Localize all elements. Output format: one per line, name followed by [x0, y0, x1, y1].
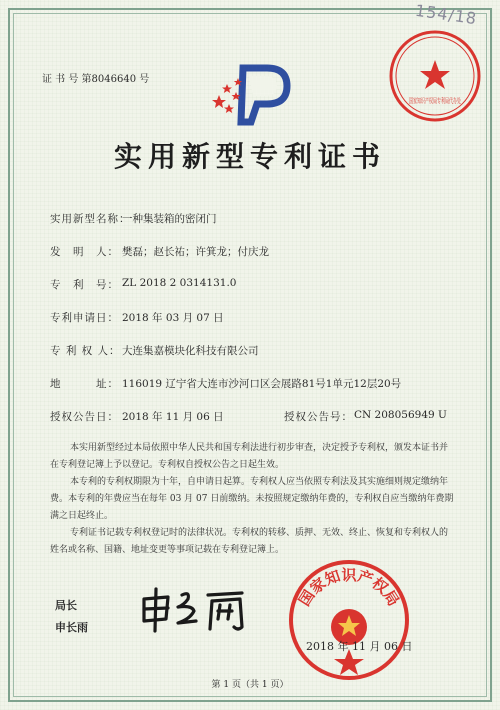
agency-seal-text: 国家知识产权局专利局代办处 [409, 97, 500, 105]
address-value: 116019 辽宁省大连市沙河口区会展路81号1单元12层20号 [122, 378, 402, 390]
utility-name-value: 一种集装箱的密闭门 [122, 213, 217, 225]
paragraph-status: 专利证书记载专利权登记时的法律状况。专利权的转移、质押、无效、终止、恢复和专利权人的姓名或名称、国籍、地址变更等事项记载在专利登记簿上。 [50, 528, 449, 555]
certificate-number: 证 书 号 第8046640 号 [42, 74, 150, 85]
director-signature [138, 585, 258, 635]
filing-date-value: 2018 年 03 月 07 日 [122, 312, 224, 324]
patent-number-label: 专 利 号： [50, 279, 119, 291]
paragraph-grant: 本实用新型经过本局依照中华人民共和国专利法进行初步审查，决定授予专利权，颁发本证书并在专利登记簿上予以登记。专利权自授权公告之日起生效。 [50, 443, 449, 470]
agency-seal [387, 28, 500, 124]
svg-text:国家知识产权局 [295, 566, 403, 609]
state-seal [284, 555, 414, 685]
filing-date-label: 专利申请日： [50, 312, 119, 324]
page-footer: 第 1 页（共 1 页） [211, 680, 289, 690]
handwritten-note: 154/18 [413, 0, 479, 29]
grant-number-label: 授权公告号： [284, 411, 353, 423]
patent-number-value: ZL 2018 2 0314131.0 [122, 277, 237, 289]
inventor-value: 樊磊；赵长祐；许箕龙；付庆龙 [122, 246, 269, 258]
utility-name-label: 实用新型名称： [50, 213, 131, 225]
page-title: 实用新型专利证书 [113, 140, 386, 173]
director-name: 申长雨 [55, 621, 88, 634]
body-text [50, 440, 455, 559]
address-label: 地 址： [50, 378, 119, 390]
patent-office-emblem [205, 62, 295, 132]
grant-date-value: 2018 年 11 月 06 日 [122, 411, 224, 423]
state-seal-text: 国家知识产权局 [295, 566, 403, 610]
patentee-value: 大连集嘉模块化科技有限公司 [122, 345, 259, 357]
seal-date: 2018 年 11 月 06 日 [306, 640, 413, 653]
grant-number-value: CN 208056949 U [354, 409, 447, 421]
patentee-label: 专 利 权 人： [50, 345, 121, 357]
inventor-label: 发 明 人： [50, 246, 119, 258]
director-title: 局长 [55, 599, 77, 612]
paragraph-term: 本专利的专利权期限为十年，自申请日起算。专利权人应当依照专利法及其实施细则规定缴纳年费。本专利的年费应当在每年 03 月 07 日前缴纳。未按照规定缴纳年费的，专利权自应当缴纳年费期满之日起终止。 [50, 477, 454, 521]
grant-date-label: 授权公告日： [50, 411, 119, 423]
